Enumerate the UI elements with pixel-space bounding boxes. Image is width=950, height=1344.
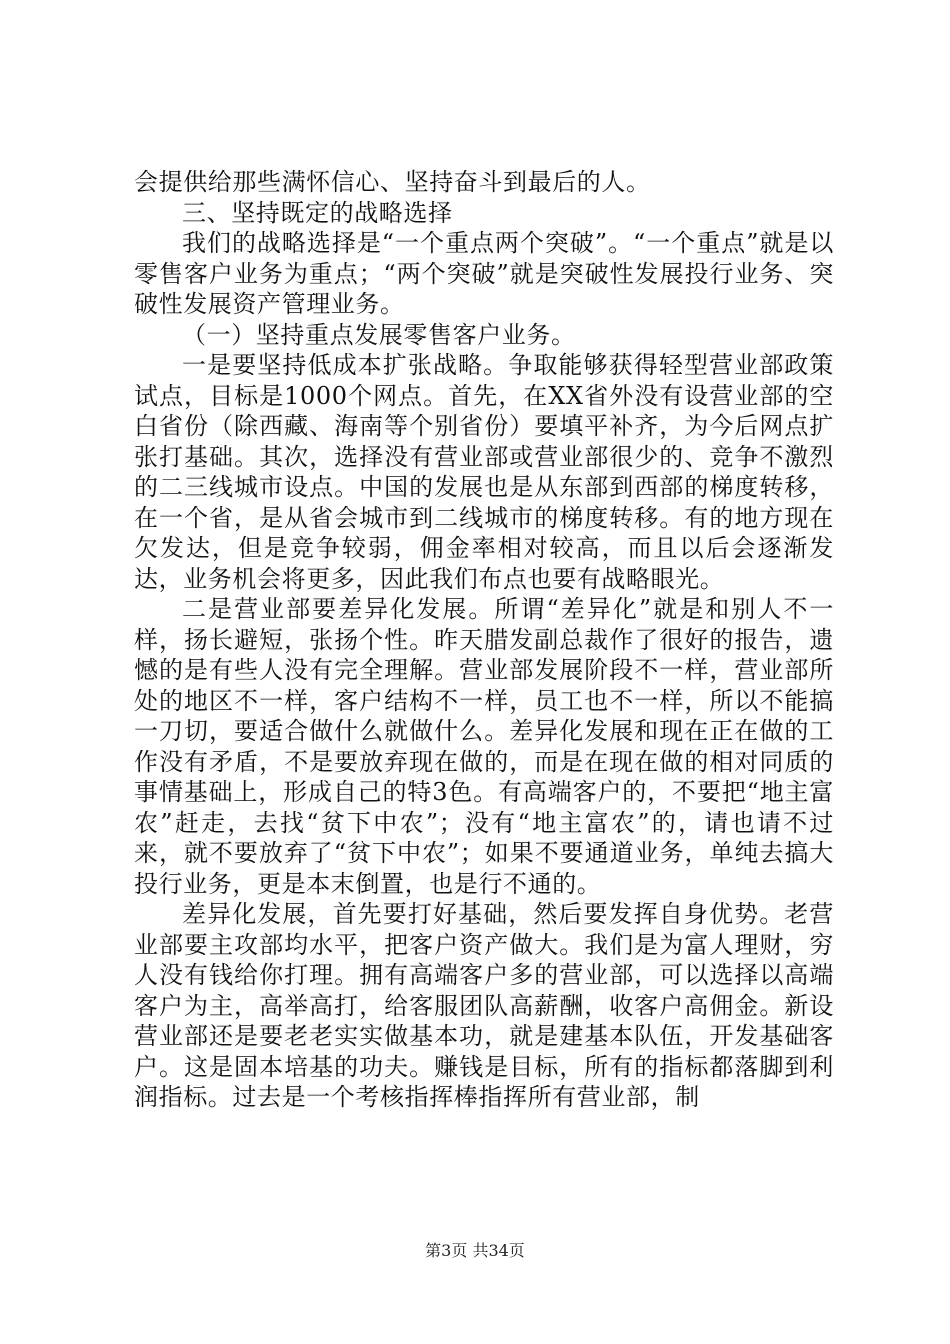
page-number-footer: 第3页 共34页 bbox=[425, 1241, 525, 1260]
paragraph: 二是营业部要差异化发展。所谓“差异化”就是和别人不一样，扬长避短，张扬个性。昨天腊发副总裁作了很好的报告，遗憾的是有些人没有完全理解。营业部发展阶段不一样，营业部所处的地区不一样，客户结构不一样，员工也不一样，所以不能搞一刀切，要适合做什么就做什么。差异化发展和现在正在做的工作没有矛盾，不是要放弃现在做的，而是在现在做的相对同质的事情基础上，形成自己的特3色。有高端客户的，不要把“地主富农”赶走，去找“贫下中农”；没有“地主富农”的，请也请不过来，就不要放弃了“贫下中农”；如果不要通道业务，单纯去搞大投行业务，更是本末倒置，也是行不通的。 bbox=[134, 595, 834, 898]
document-body bbox=[134, 167, 834, 1113]
paragraph: 我们的战略选择是“一个重点两个突破”。“一个重点”就是以零售客户业务为重点；“两个突破”就是突破性发展投行业务、突破性发展资产管理业务。 bbox=[134, 229, 834, 318]
paragraph: 差异化发展，首先要打好基础，然后要发挥自身优势。老营业部要主攻部均水平，把客户资产做大。我们是为富人理财，穷人没有钱给你打理。拥有高端客户多的营业部，可以选择以高端客户为主，高举高打，给客服团队高薪酬，收客户高佣金。新设营业部还是要老老实实做基本功，就是建基本队伍，开发基础客户。这是固本培基的功夫。赚钱是目标，所有的指标都落脚到利润指标。过去是一个考核指挥棒指挥所有营业部，制 bbox=[134, 900, 834, 1111]
paragraph-continuation: 会提供给那些满怀信心、坚持奋斗到最后的人。 bbox=[134, 168, 651, 196]
section-heading: 三、坚持既定的战略选择 bbox=[182, 198, 453, 227]
paragraph: 一是要坚持低成本扩张战略。争取能够获得轻型营业部政策试点，目标是1000个网点。首先，在XX省外没有设营业部的空白省份（除西藏、海南等个别省份）要填平补齐，为今后网点扩张打基础。其次，选择没有营业部或营业部很少的、竞争不激烈的二三线城市设点。中国的发展也是从东部到西部的梯度转移，在一个省，是从省会城市到二线城市的梯度转移。有的地方现在欠发达，但是竞争较弱，佣金率相对较高，而且以后会逐渐发达，业务机会将更多，因此我们布点也要有战略眼光。 bbox=[134, 351, 834, 593]
subsection-heading: （一）坚持重点发展零售客户业务。 bbox=[182, 320, 576, 349]
